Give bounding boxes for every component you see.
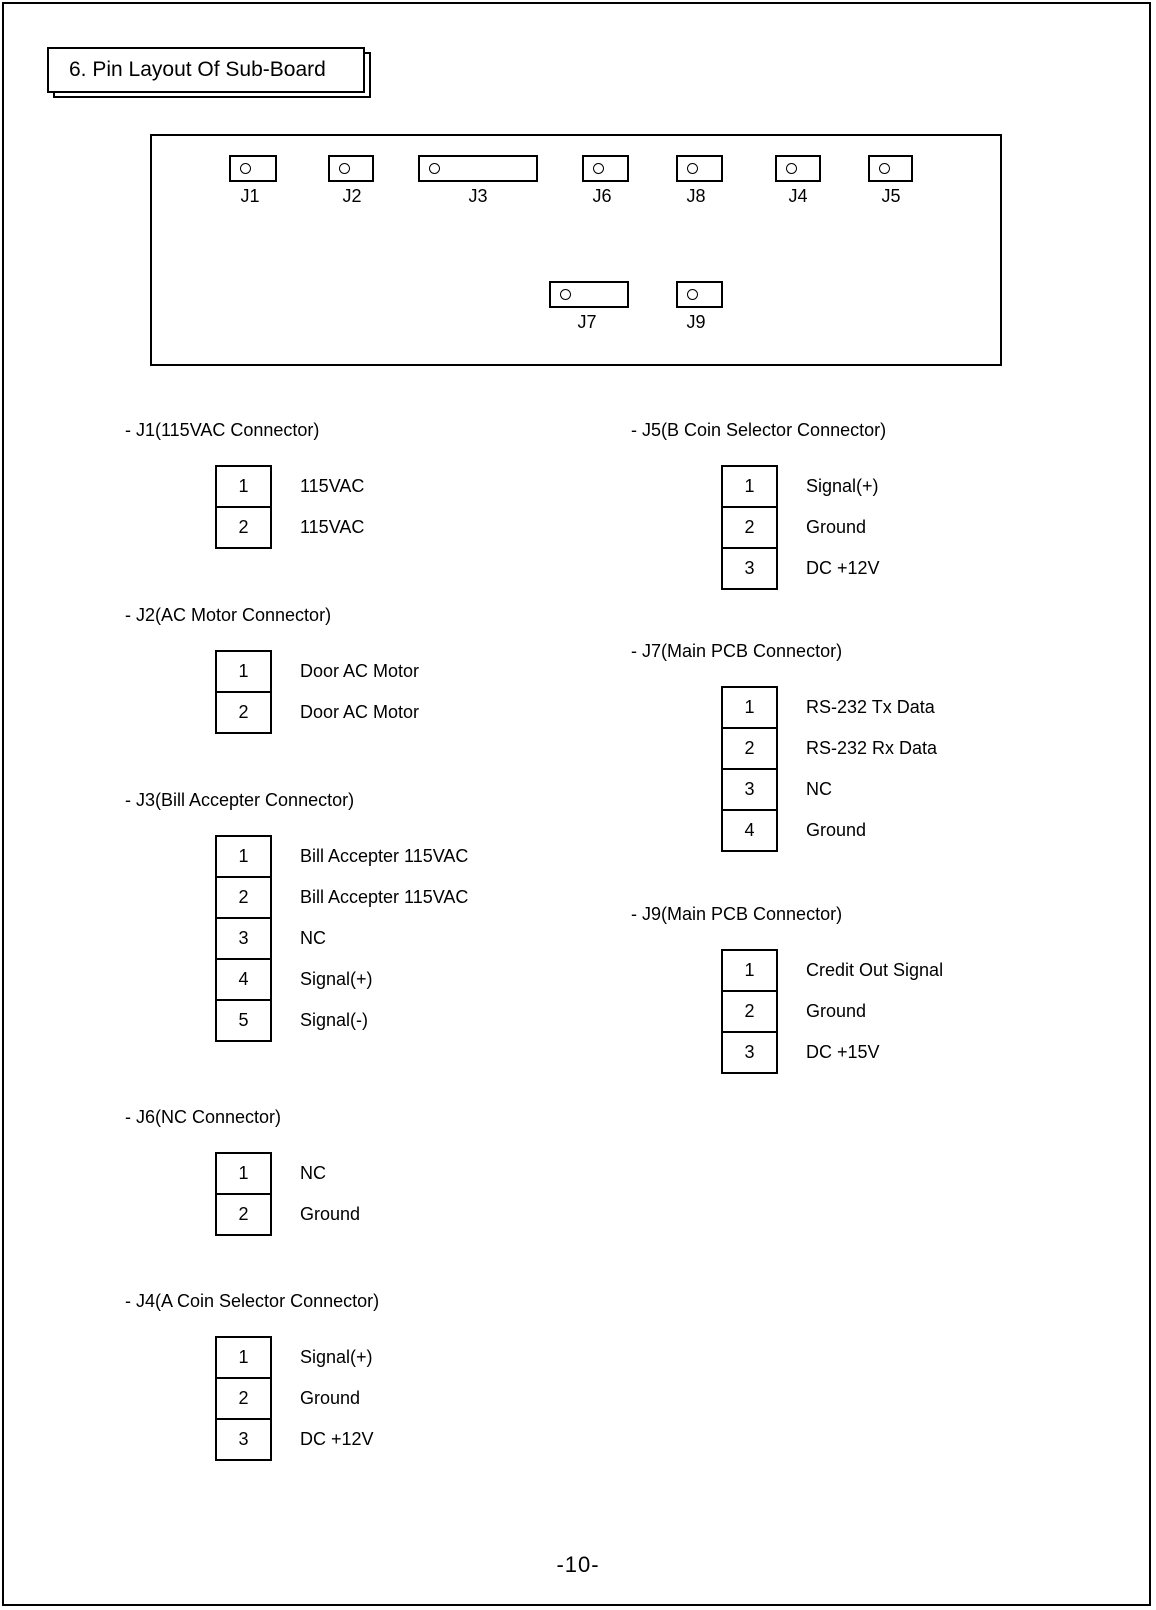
pin-description: 115VAC — [300, 517, 365, 537]
pin-description: Door AC Motor — [300, 661, 420, 681]
table-row — [722, 810, 938, 851]
pin-number: 4 — [722, 810, 777, 851]
pin-number: 1 — [216, 1337, 271, 1378]
pin-marker — [879, 163, 890, 174]
connector-label-j6: J6 — [592, 186, 612, 206]
connector-label-j5: J5 — [881, 186, 901, 206]
connector-j7 — [549, 281, 629, 308]
pin-description: RS-232 Rx Data — [806, 738, 938, 758]
pin-number: 2 — [722, 728, 777, 769]
connector-label-j4: J4 — [788, 186, 808, 206]
pin-description: Ground — [300, 1388, 361, 1408]
pin-description: DC +15V — [806, 1042, 880, 1062]
pin-number: 3 — [216, 1419, 271, 1460]
table-row — [722, 1032, 944, 1073]
pin-description: Signal(+) — [300, 1347, 373, 1367]
pin-number: 4 — [216, 959, 271, 1000]
pin-description: DC +12V — [300, 1429, 374, 1449]
table-row — [216, 1153, 360, 1194]
pin-description: 115VAC — [300, 476, 365, 496]
connector-j6 — [582, 155, 629, 182]
pin-marker — [687, 163, 698, 174]
pin-description: NC — [300, 928, 326, 948]
table-row — [216, 507, 365, 548]
section-title-j3: - J3(Bill Accepter Connector) — [125, 790, 355, 810]
pin-marker — [593, 163, 604, 174]
table-row — [216, 1419, 374, 1460]
pin-number: 2 — [216, 877, 271, 918]
connector-j5 — [868, 155, 913, 182]
table-row — [216, 692, 420, 733]
pin-description: NC — [300, 1163, 326, 1183]
pin-number: 5 — [216, 1000, 271, 1041]
table-row — [216, 1337, 374, 1378]
connector-label-j7: J7 — [577, 312, 597, 332]
pin-number: 1 — [722, 466, 777, 507]
pin-marker — [560, 289, 571, 300]
page-title: 6. Pin Layout Of Sub-Board — [47, 47, 365, 93]
pin-table-j2 — [215, 650, 421, 734]
pin-description: Credit Out Signal — [806, 960, 944, 980]
pin-table-j7 — [721, 686, 939, 852]
table-row — [722, 728, 938, 769]
pin-description: Bill Accepter 115VAC — [300, 887, 469, 907]
pin-table-j3 — [215, 835, 470, 1042]
pin-number: 1 — [216, 836, 271, 877]
pin-description: DC +12V — [806, 558, 880, 578]
pin-marker — [786, 163, 797, 174]
connector-j9 — [676, 281, 723, 308]
pin-number: 2 — [216, 692, 271, 733]
pin-number: 1 — [722, 950, 777, 991]
pin-table-j1 — [215, 465, 366, 549]
connector-j8 — [676, 155, 723, 182]
pin-number: 1 — [722, 687, 777, 728]
section-title-j2: - J2(AC Motor Connector) — [125, 605, 332, 625]
pin-table-j4 — [215, 1336, 375, 1461]
pin-description: Door AC Motor — [300, 702, 420, 722]
connector-label-j8: J8 — [686, 186, 706, 206]
table-row — [722, 991, 944, 1032]
table-row — [216, 918, 469, 959]
pin-marker — [429, 163, 440, 174]
pin-description: RS-232 Tx Data — [806, 697, 935, 717]
table-row — [216, 651, 420, 692]
pin-number: 1 — [216, 651, 271, 692]
table-row — [722, 466, 880, 507]
pin-table-j5 — [721, 465, 881, 590]
pin-description: Ground — [300, 1204, 361, 1224]
pin-number: 2 — [722, 991, 777, 1032]
pin-description: Bill Accepter 115VAC — [300, 846, 469, 866]
section-title-j4: - J4(A Coin Selector Connector) — [125, 1291, 380, 1311]
connector-label-j9: J9 — [686, 312, 706, 332]
pin-number: 2 — [216, 1194, 271, 1235]
table-row — [722, 687, 938, 728]
connector-j1 — [229, 155, 277, 182]
pin-description: Signal(+) — [806, 476, 879, 496]
pin-description: Ground — [806, 1001, 867, 1021]
pin-table-j9 — [721, 949, 945, 1074]
page-number: -10- — [556, 1552, 600, 1577]
table-row — [216, 836, 469, 877]
table-row — [722, 548, 880, 589]
pin-description: Signal(-) — [300, 1010, 369, 1030]
table-row — [722, 507, 880, 548]
pin-number: 3 — [722, 1032, 777, 1073]
section-title-j6: - J6(NC Connector) — [125, 1107, 282, 1127]
table-row — [216, 466, 365, 507]
table-row — [722, 950, 944, 991]
pin-number: 2 — [216, 1378, 271, 1419]
connector-label-j2: J2 — [342, 186, 362, 206]
connector-label-j1: J1 — [240, 186, 260, 206]
connector-j3 — [418, 155, 538, 182]
table-row — [216, 959, 469, 1000]
pin-description: Ground — [806, 517, 867, 537]
pin-marker — [687, 289, 698, 300]
table-row — [216, 1194, 360, 1235]
pin-table-j6 — [215, 1152, 361, 1236]
table-row — [216, 877, 469, 918]
table-row — [722, 769, 938, 810]
pin-number: 1 — [216, 1153, 271, 1194]
connector-j2 — [328, 155, 374, 182]
section-title-j7: - J7(Main PCB Connector) — [631, 641, 843, 661]
section-title-j9: - J9(Main PCB Connector) — [631, 904, 843, 924]
pin-number: 3 — [722, 548, 777, 589]
pin-description: Signal(+) — [300, 969, 373, 989]
connector-j4 — [775, 155, 821, 182]
section-title-j1: - J1(115VAC Connector) — [125, 420, 320, 440]
pin-description: NC — [806, 779, 832, 799]
pin-number: 2 — [722, 507, 777, 548]
table-row — [216, 1000, 469, 1041]
section-title-j5: - J5(B Coin Selector Connector) — [631, 420, 887, 440]
connector-label-j3: J3 — [468, 186, 488, 206]
pin-number: 1 — [216, 466, 271, 507]
pin-marker — [339, 163, 350, 174]
pin-marker — [240, 163, 251, 174]
pin-number: 3 — [216, 918, 271, 959]
pin-number: 3 — [722, 769, 777, 810]
pin-description: Ground — [806, 820, 867, 840]
table-row — [216, 1378, 374, 1419]
pin-number: 2 — [216, 507, 271, 548]
